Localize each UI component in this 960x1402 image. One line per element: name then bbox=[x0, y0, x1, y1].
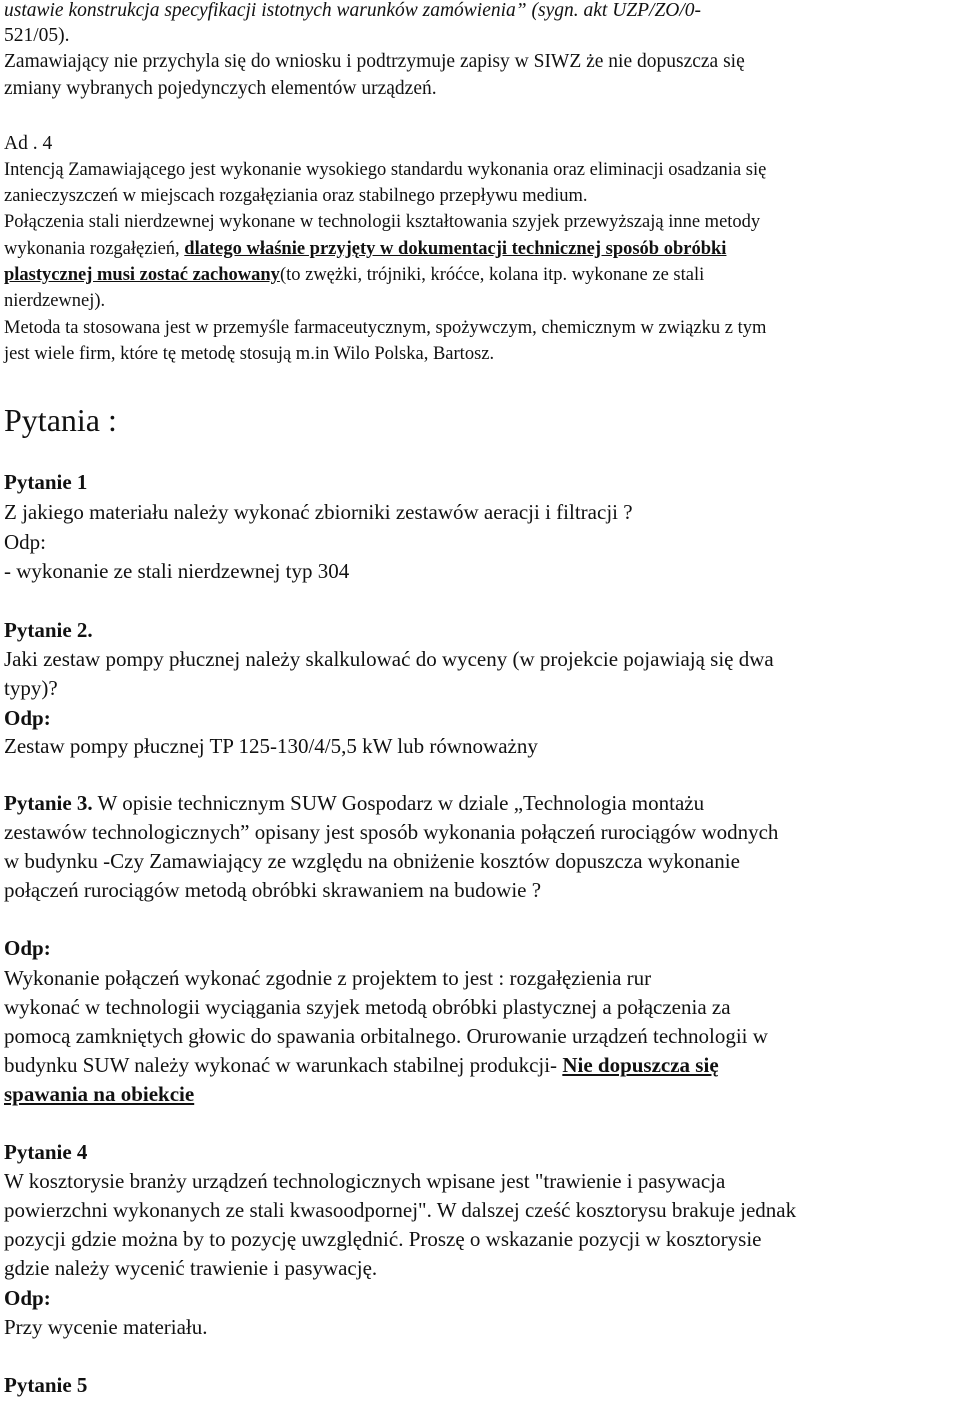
paragraph-line bbox=[4, 264, 704, 286]
text-run: budynku SUW należy wykonać w warunkach stabilnej produkcji- bbox=[4, 1053, 563, 1077]
answer-text: wykonać w technologii wyciągania szyjek metodą obróbki plastycznej a połączenia za bbox=[4, 995, 731, 1019]
paragraph-line: jest wiele firm, które tę metodę stosują m.in Wilo Polska, Bartosz. bbox=[4, 344, 495, 364]
emphasis-text: plastycznej musi zostać zachowany bbox=[4, 265, 280, 285]
paragraph-line: Zamawiający nie przychyla się do wniosku i podtrzymuje zapisy w SIWZ że nie dopuszcza się bbox=[4, 51, 745, 72]
paragraph-line: zanieczyszczeń w miejscach rozgałęziania oraz stabilnego przepływu medium. bbox=[4, 186, 588, 206]
answer-text: Przy wycenie materiału. bbox=[4, 1315, 208, 1339]
paragraph-line: nierdzewnej). bbox=[4, 291, 106, 311]
paragraph-line: Intencją Zamawiającego jest wykonanie wysokiego standardu wykonania oraz eliminacji osadzania się bbox=[4, 160, 767, 180]
question-text: Z jakiego materiału należy wykonać zbiorniki zestawów aeracji i filtracji ? bbox=[4, 500, 633, 524]
section-heading: Ad . 4 bbox=[4, 133, 53, 154]
question-text: zestawów technologicznych” opisany jest sposób wykonania połączeń rurociągów wodnych bbox=[4, 820, 779, 844]
answer-text bbox=[4, 1053, 719, 1077]
question-title: Pytanie 5 bbox=[4, 1373, 88, 1397]
paragraph-line: 521/05). bbox=[4, 25, 70, 46]
question-text: w budynku -Czy Zamawiający ze względu na obniżenie kosztów dopuszcza wykonanie bbox=[4, 849, 740, 873]
paragraph-line: zmiany wybranych pojedynczych elementów urządzeń. bbox=[4, 78, 437, 99]
answer-text: Zestaw pompy płucznej TP 125-130/4/5,5 kW lub równoważny bbox=[4, 734, 538, 758]
text-run: W opisie technicznym SUW Gospodarz w dziale „Technologia montażu bbox=[92, 791, 705, 815]
answer-text: - wykonanie ze stali nierdzewnej typ 304 bbox=[4, 559, 350, 583]
paragraph-line: Metoda ta stosowana jest w przemyśle farmaceutycznym, spożywczym, chemicznym w związku z tym bbox=[4, 318, 767, 338]
question-text: gdzie należy wycenić trawienie i pasywację. bbox=[4, 1256, 378, 1280]
question-text: powierzchni wykonanych ze stali kwasoodpornej". W dalszej cześć kosztorysu brakuje jednak bbox=[4, 1198, 797, 1222]
paragraph-line bbox=[4, 238, 726, 260]
question-text bbox=[4, 791, 704, 815]
emphasis-text: Nie dopuszcza się bbox=[562, 1053, 719, 1077]
question-text: typy)? bbox=[4, 676, 58, 700]
answer-label: Odp: bbox=[4, 530, 46, 554]
answer-text: pomocą zamkniętych głowic do spawania orbitalnego. Orurowanie urządzeń technologii w bbox=[4, 1024, 768, 1048]
question-title: Pytanie 3. bbox=[4, 791, 93, 815]
question-text: Jaki zestaw pompy płucznej należy skalkulować do wyceny (w projekcie pojawiają się dwa bbox=[4, 647, 774, 671]
answer-text: Wykonanie połączeń wykonać zgodnie z projektem to jest : rozgałęzienia rur bbox=[4, 966, 652, 990]
question-text: połączeń rurociągów metodą obróbki skrawaniem na budowie ? bbox=[4, 878, 542, 902]
answer-label: Odp: bbox=[4, 706, 51, 730]
emphasis-text: dlatego właśnie przyjęty w dokumentacji technicznej sposób obróbki bbox=[184, 239, 727, 259]
emphasis-text: spawania na obiekcie bbox=[4, 1082, 195, 1106]
question-title: Pytanie 1 bbox=[4, 470, 88, 494]
text-run: (to zwężki, trójniki, króćce, kolana itp. wykonane ze stali bbox=[279, 265, 705, 285]
answer-label: Odp: bbox=[4, 1286, 51, 1310]
questions-heading: Pytania : bbox=[4, 402, 117, 438]
text-run: wykonania rozgałęzień, bbox=[4, 239, 185, 259]
question-text: W kosztorysie branży urządzeń technologicznych wpisane jest "trawienie i pasywacja bbox=[4, 1169, 726, 1193]
question-title: Pytanie 2. bbox=[4, 618, 93, 642]
question-text: pozycji gdzie można by to pozycję uwzględnić. Proszę o wskazanie pozycji w kosztorysie bbox=[4, 1227, 762, 1251]
question-title: Pytanie 4 bbox=[4, 1140, 88, 1164]
answer-label: Odp: bbox=[4, 936, 51, 960]
paragraph-line: Połączenia stali nierdzewnej wykonane w technologii kształtowania szyjek przewyższają inne metody bbox=[4, 212, 761, 232]
paragraph-line: ustawie konstrukcja specyfikacji istotnych warunków zamówienia” (sygn. akt UZP/ZO/0- bbox=[4, 0, 702, 21]
